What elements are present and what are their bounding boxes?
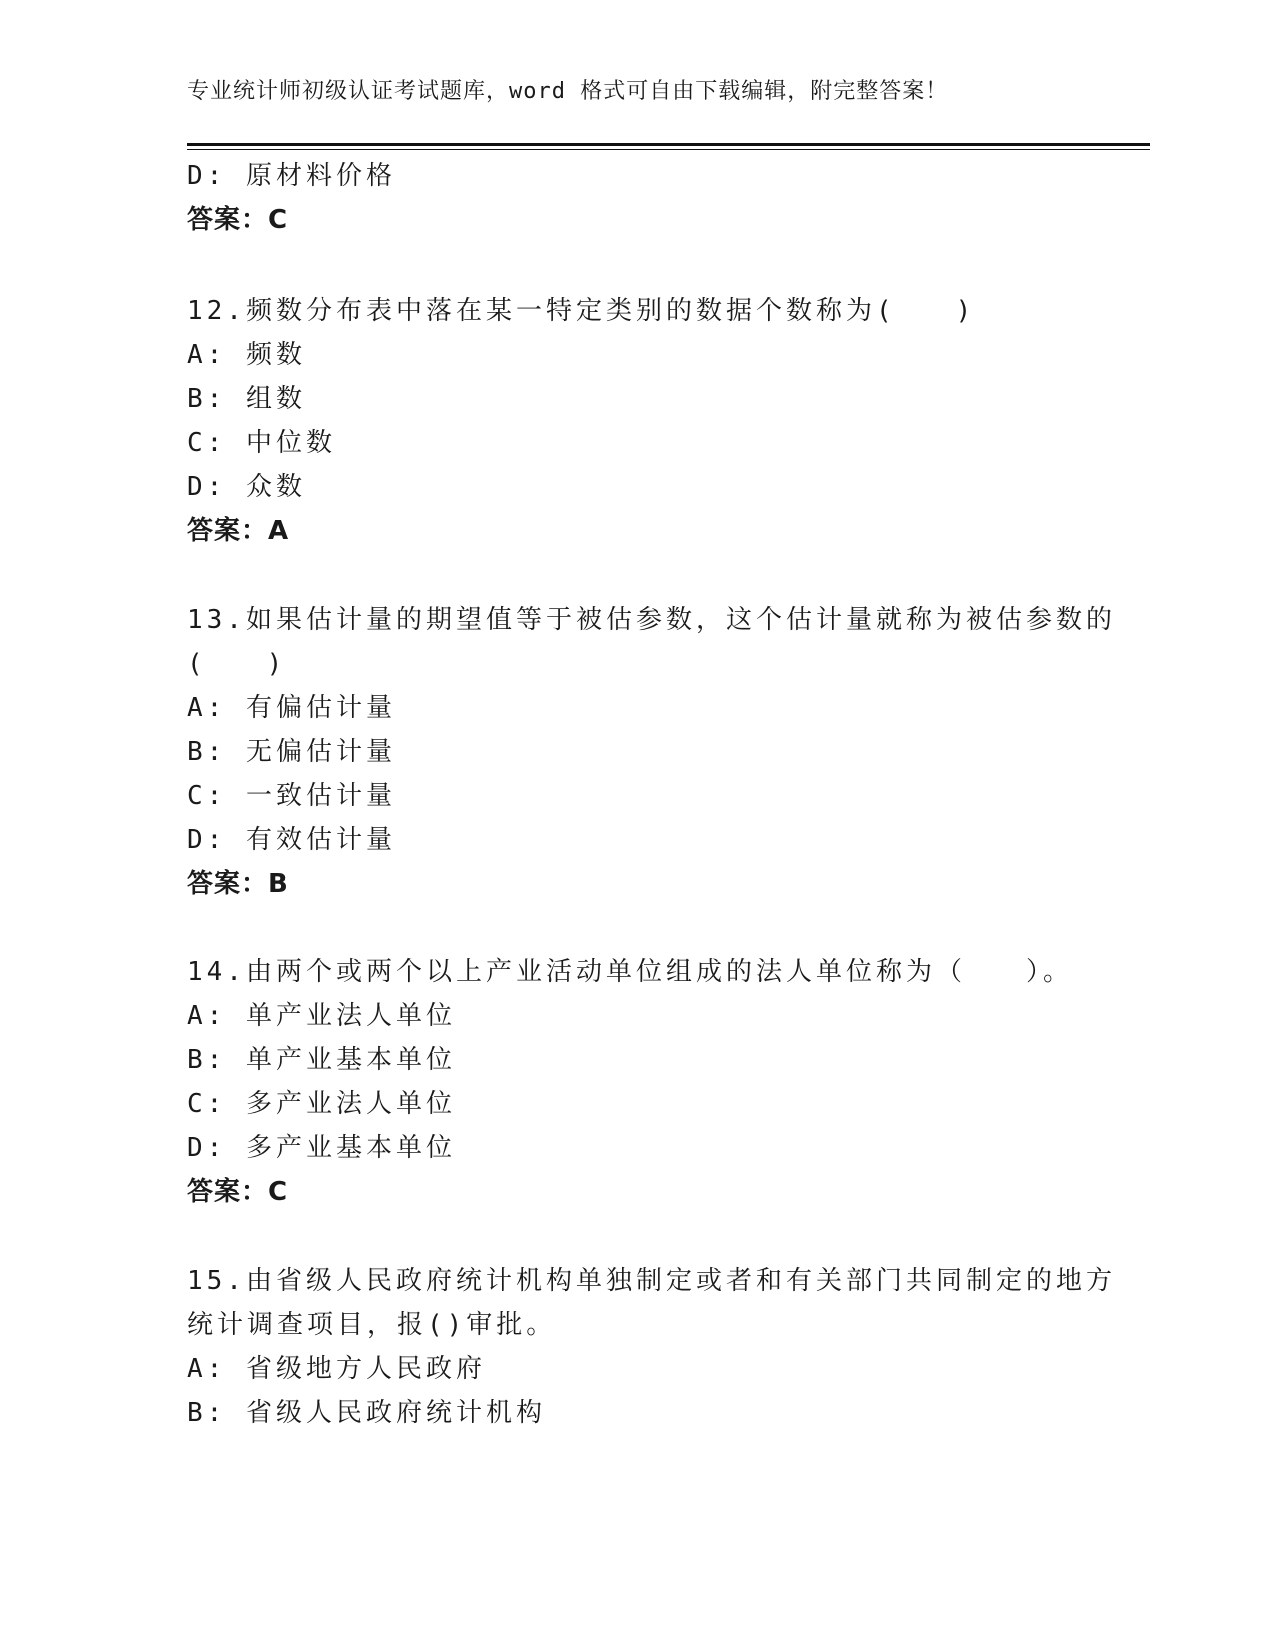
question-13-option-b: B: 无偏估计量: [187, 737, 396, 767]
header-divider-thick: [187, 143, 1150, 146]
question-14-option-c: C: 多产业法人单位: [187, 1089, 456, 1119]
question-14-option-d: D: 多产业基本单位: [187, 1133, 456, 1163]
question-14-option-a: A: 单产业法人单位: [187, 1001, 456, 1031]
question-13-answer: 答案：B: [187, 869, 289, 899]
question-12-option-c: C: 中位数: [187, 428, 336, 458]
question-14-answer: 答案：C: [187, 1177, 289, 1207]
question-12-answer: 答案：A: [187, 516, 290, 546]
question-13-stem-line1: 13.如果估计量的期望值等于被估参数，这个估计量就称为被估参数的: [187, 605, 1116, 635]
question-13-option-c: C: 一致估计量: [187, 781, 396, 811]
question-12-option-a: A: 频数: [187, 340, 306, 370]
question-13-option-a: A: 有偏估计量: [187, 693, 396, 723]
header-divider-thin: [187, 149, 1150, 150]
prev-question-option-d: D: 原材料价格: [187, 161, 396, 191]
question-15-option-b: B: 省级人民政府统计机构: [187, 1398, 546, 1428]
question-13-stem-line2: ( ): [187, 649, 287, 679]
question-15-stem-line2: 统计调查项目，报()审批。: [187, 1310, 557, 1340]
question-12-option-d: D: 众数: [187, 472, 306, 502]
question-13-option-d: D: 有效估计量: [187, 825, 396, 855]
question-14-option-b: B: 单产业基本单位: [187, 1045, 456, 1075]
question-15-stem-line1: 15.由省级人民政府统计机构单独制定或者和有关部门共同制定的地方: [187, 1266, 1116, 1296]
question-14-stem: 14.由两个或两个以上产业活动单位组成的法人单位称为（ ）。: [187, 957, 1073, 987]
prev-question-answer: 答案：C: [187, 205, 289, 235]
question-12-option-b: B: 组数: [187, 384, 306, 414]
page-header: 专业统计师初级认证考试题库，word 格式可自由下载编辑，附完整答案！: [187, 79, 949, 104]
question-15-option-a: A: 省级地方人民政府: [187, 1354, 486, 1384]
question-12-stem: 12.频数分布表中落在某一特定类别的数据个数称为( ): [187, 296, 976, 326]
